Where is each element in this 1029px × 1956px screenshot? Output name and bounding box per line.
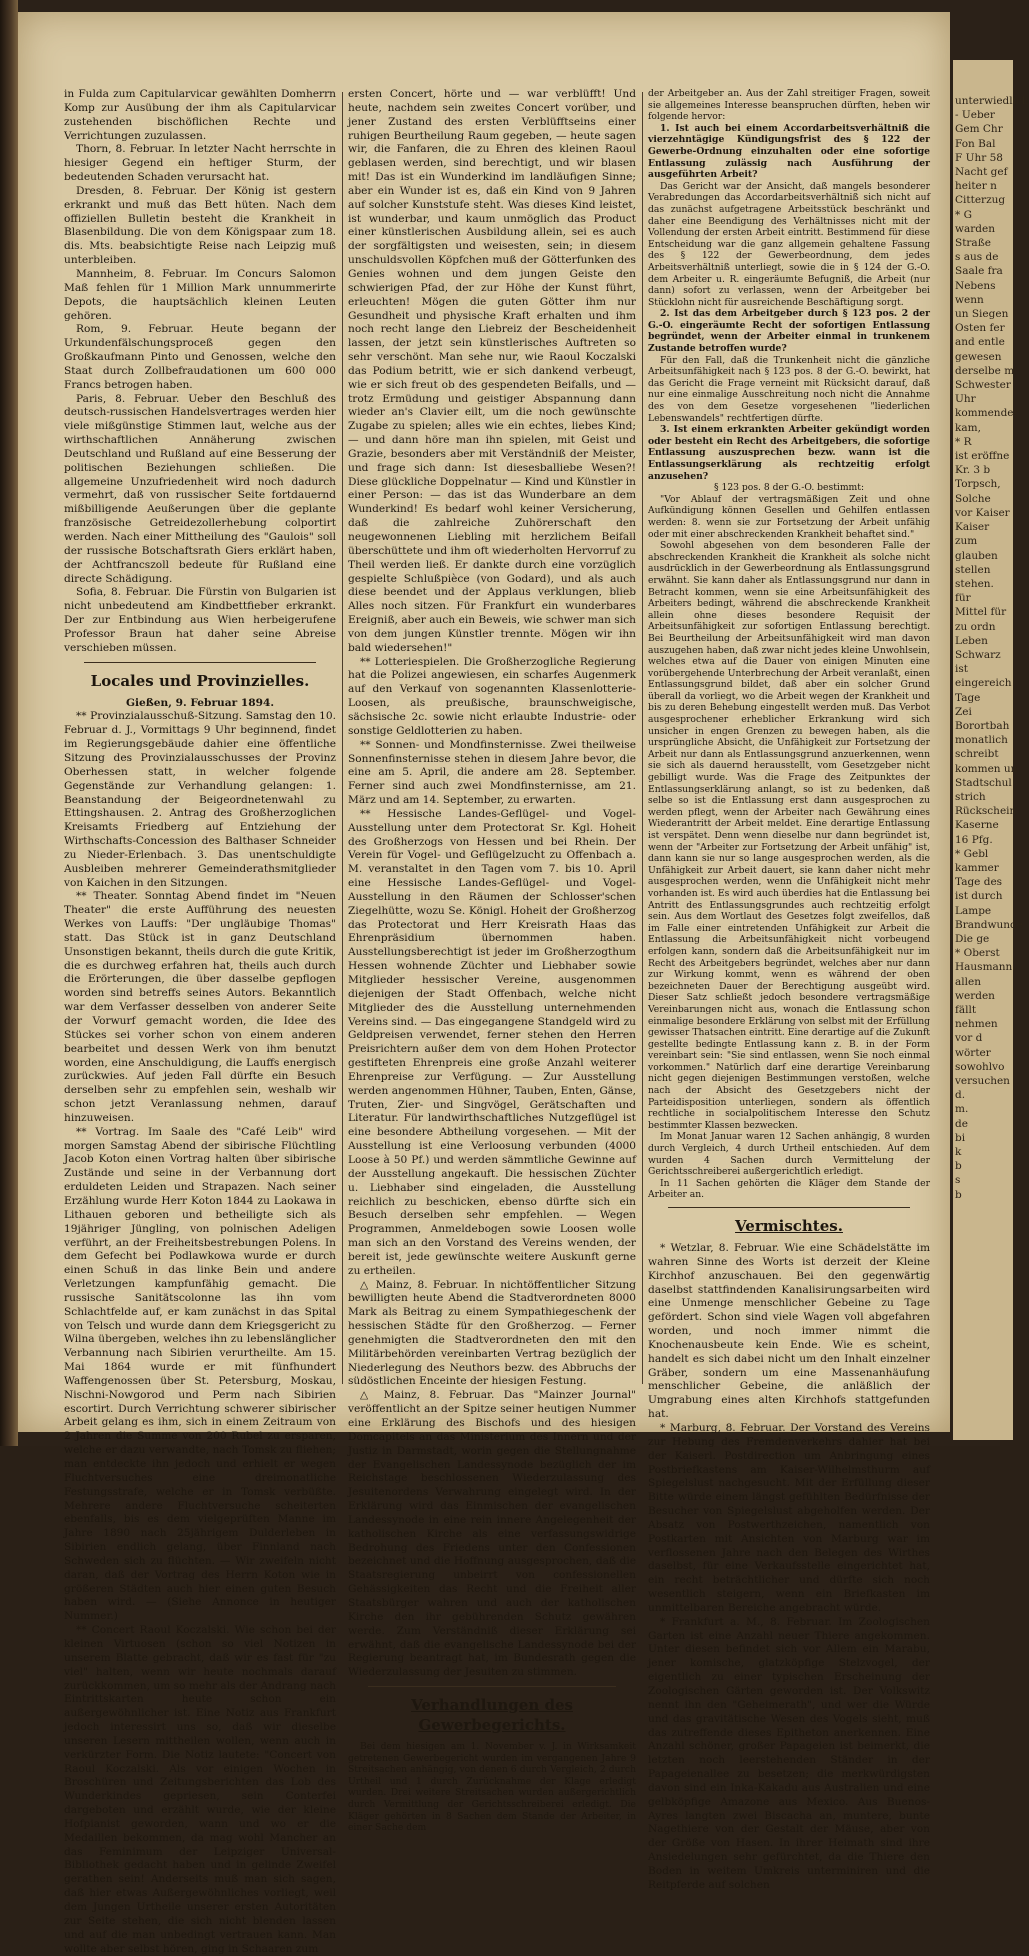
- question-3: 3. Ist einem erkrankten Arbeiter gekündigt worden oder besteht ein Recht des Arbeitgebers, die sofortige Entlassung auszusprechen bezw. wann ist die Entlassungserklärung als rechtzeitig erfolgt anzusehen?: [648, 424, 930, 482]
- article-mainz-1: △ Mainz, 8. Februar. In nichtöffentlicher Sitzung bewilligten heute Abend die Stadtverordneten 8000 Mark als Beitrag zu einem Sympathiegeschenk der hessischen Städte für den Großherzog. — Ferner genehmigten die Stadtverordneten den mit den Militärbehörden vereinbarten Vertrag bezüglich der Niederlegung des Neuthors bezw. des Abbruchs der südöstlichen Enceinte der hiesigen Festung.: [348, 1278, 636, 1388]
- article-concert-continued: ersten Concert, hörte und — war verblüfft! Und heute, nachdem sein zweites Concert vorüber, und jener Zustand des ersten Verblüfftseins einer ruhigen Beurtheilung Raum gegeben, — heute sagen wir, die Fanfaren, die zu Ehren des kleinen Raoul geblasen werden, sind berechtigt, und wir blasen mit! Das ist ein Wunderkind im landläufigen Sinne; aber ein Wunder ist es, daß ein Kind von 9 Jahren auf solcher Kunststufe steht. Was dieses Kind leistet, ist wunderbar, und kaum unmöglich das Product einer künstlerischen Ausbildung allein, sei es auch der sorgfältigsten und weisesten, sein; in diesem unschuldsvollen Köpfchen muß der Götterfunken des Genies wohnen und dem jungen Geiste den schwierigen Pfad, der zur Höhe der Kunst führt, erleuchten! Mögen die guten Götter ihm nur Gesundheit und physische Kraft erhalten und ihm noch recht lange den Liebreiz der Bescheidenheit lassen, der jetzt sein künstlerisches Auftreten so sehr verschönt. Man sehe nur, wie Raoul Koczalski das Podium betritt, wie er sich dankend verbeugt, wie er sich freut ob des gespendeten Beifalls, und — trotz Ermüdung und geistiger Abspannung dann wieder an's Clavier eilt, um die noch gewünschte Zugabe zu spielen; alles wie ein echtes, liebes Kind; — und dann höre man ihn spielen, mit Geist und Grazie, besonders aber mit Verständniß der Meister, und frage sich dann: Ist diesesballiebe Wesen?! Diese glückliche Doppelnatur — Kind und Künstler in einer Person: — das ist das Wunderbare an dem Wunderkind! Es bedarf wohl keiner Versicherung, daß die zahlreiche Zuhörerschaft den neugewonnenen Liebling mit herzlichem Beifall überschüttete und ihm oft wiederholten Hervorruf zu Theil werden ließ. Er dankte durch eine vorzüglich gespielte Schlußpièce (von Godard), und als auch diese beendet und der Applaus verklungen, blieb Alles noch sitzen. Für Frankfurt ein wunderbares Ereigniß, aber auch ein Beweis, wie schwer man sich von dem jungen Künstler trennte. Mögen wir ihn bald wiedersehen!": [348, 88, 636, 654]
- gewerbegericht-continued: der Arbeitgeber an. Aus der Zahl streitiger Fragen, soweit sie allgemeines Interesse beanspruchen dürften, heben wir folgende hervor:: [648, 88, 930, 123]
- section-title-gewerbegericht: Verhandlungen des Gewerbegerichts.: [411, 1696, 573, 1735]
- article-paragraph: in Fulda zum Capitularvicar gewählten Domherrn Komp zur Ausübung der ihm als Capitularvicar zustehenden bischöflichen Rechte und Verrichtungen zuzulassen.: [64, 88, 336, 142]
- section-title-locales: Locales und Provinzielles.: [90, 671, 310, 690]
- adjacent-page-text: unterwiedlich - Ueber Gem Chr Fon Bal F Uhr 58 Nacht gef heiter n Citterzug * G warden Straße s aus de Saale fra Nebens wenn un Siegen Osten fer and entle gewesen derselbe m Schwester Uhr kommender kam, * R ist eröffne Kr. 3 b Torpsch, Solche vor Kaiser Kaiser zum glauben stellen stehen. für Mittel für zu ordn Leben Schwarz ist eingereich Tage Zei Borortbah monatlich schreibt kommen un Stadtschul strich Rückschein Kaserne 16 Pfg. * Gebl kammer Tage des ist durch Lampe Brandwunde Die ge * Oberst Hausmann allen werden fällt nehmen vor d wörter sowohlvo versuchen d. m. de bi k b s b: [955, 95, 1029, 1201]
- article-paris: Paris, 8. Februar. Ueber den Beschluß des deutsch-russischen Handelsvertrages werden hier viele mißgünstige Stimmen laut, welche aus der wirthschaftlichen Annäherung zwischen Deutschland und Rußland auf eine Besserung der politischen Beziehungen schließen. Die allgemeine Unzufriedenheit wird noch dadurch vermehrt, daß von russischer Seite fortdauernd mißbilligende Aeußerungen über die geplante französische Getreidezollerhebung colportirt werden. Nach einer Mittheilung des "Gaulois" soll der russische Botschaftsrath Giers erklärt haben, der Achtfrancszoll bedeute für Rußland eine directe Schädigung.: [64, 392, 336, 585]
- book-binding-edge: [0, 0, 18, 1446]
- article-thorn: Thorn, 8. Februar. In letzter Nacht herrschte in hiesiger Gegend ein heftiger Sturm, der bedeutenden Schaden verursacht hat.: [64, 143, 336, 184]
- statute-quote: "Vor Ablauf der vertragsmäßigen Zeit und ohne Aufkündigung können Gesellen und Gehilfen entlassen werden: 8. wenn sie zur Fortsetzung der Arbeit unfähig oder mit einer abschreckenden Krankheit behaftet sind.": [648, 493, 930, 540]
- answer-3: Sowohl abgesehen von dem besonderen Falle der abschreckenden Krankheit die Krankheit als solche nicht ausdrücklich in der Gewerbeordnung als Entlassungsgrund erwähnt. Sie kann daher als Entlassungsgrund nur dann in Betracht kommen, wenn sie eine Arbeitsunfähigkeit des Arbeiters bedingt, während die abschreckende Krankheit allein ohne dieses besondere Requisit der Arbeitsunfähigkeit zur sofortigen Entlassung berechtigt. Bei Beurtheilung der Arbeitsunfähigkeit wird man davon auszugehen haben, daß zwar nicht jedes kleine Unwohlsein, welches etwa auf die Dauer von einigen Minuten eine vorübergehende Unterbrechung der Arbeit veranlaßt, einen Entlassungsgrund bildet, daß aber ein solcher Grund überall da vorliegt, wo die Arbeit wegen der Krankheit und bis zu deren Behebung eingestellt werden muß. Das Verbot ausgesprochener erheblicher Erkrankung wird sich unsicher in engen Grenzen zu bewegen haben, als die ursprüngliche Absicht, die Unfähigkeit zur Fortsetzung der Arbeit nur dann als Entlassungsgrund anzuerkennen, wenn sie sich als dauernd herausstellt, vom Gesetzgeber nicht gebilligt wurde. Was die Frage des Zeitpunktes der Entlassungserklärung anlangt, so ist zu bedenken, daß selbe so ist die Entlassung erst dann ausgesprochen zu werden pflegt, wenn der Arbeiter nach Gewährung eines Wiederantritt der Arbeit meldet. Eine derartige Entlassung ist verspätet. Denn wenn dieselbe nur dann begründet ist, wenn der "Arbeiter zur Fortsetzung der Arbeit unfähig" ist, dann kann sie nur so lange ausgesprochen werden, als die Unfähigkeit zur Arbeit dauert, sie kann daher nicht mehr ausgesprochen werden, wenn die Unfähigkeit nicht mehr vorhanden ist. Es wird auch überdies hat die Entlassung bei Antritt des Entlassungsgrundes auch rechtzeitig erfolgt sein. Aus dem Wortlaut des Gesetzes folgt zweifellos, daß im Falle einer eintretenden Unfähigkeit zur Arbeit die Entlassung die Arbeitsunfähigkeit nicht vorbeugend erfolgen kann, sondern daß die Arbeitsunfähigkeit nur im Recht des Arbeitgebers begründet, welches aber nur dann zur Wirkung kommt, wenn es während der oben bezeichneten Dauer der Berechtigung ausgeübt wird. Dieser Satz schließt jedoch besondere vertragsmäßige Vereinbarungen nicht aus, wonach die Entlassung schon einmalige besondere Erklärung von selbst mit der Erfüllung gewisser Thatsachen eintritt. Eine derartige auf die Zukunft gestellte bedingte Entlassung kann z. B. in der Form vereinbart sein: "Sie sind entlassen, wenn Sie noch einmal vorkommen." Natürlich darf eine derartige Vereinbarung nicht gegen diejenigen Bestimmungen verstoßen, welche nach der Absicht des Gesetzgebers nicht der Parteidisposition unterliegen, sondern als öffentlich rechtliche in socialpolitischem Interesse den Schutz bestimmter Klassen bezwecken.: [648, 540, 930, 1131]
- article-gefluegel-ausstellung: ** Hessische Landes-Geflügel- und Vogel-Ausstellung unter dem Protectorat Sr. Kgl. Hoheit des Großherzogs von Hessen und bei Rhein. Der Verein für Vogel- und Geflügelzucht zu Offenbach a. M. veranstaltet in den Tagen vom 7. bis 10. April eine Hessische Landes-Geflügel- und Vogel-Ausstellung in den Räumen der Schlosser'schen Ziegelhütte, wozu Se. Königl. Hoheit der Großherzog das Protectorat und Herr Kreisrath Haas das Ehrenpräsidium übernommen haben. Ausstellungsberechtigt ist jeder im Großherzogthum Hessen wohnende Züchter und Liebhaber sowie Mitglieder hessischer Vereine, ausgenommen diejenigen der Stadt Offenbach, welche nicht Mitglieder des die Ausstellung unternehmenden Vereins sind. — Das eingegangene Standgeld wird zu Geldpreisen verwendet, ferner stehen den Herren Preisrichtern außer dem von dem Hohen Protector gestifteten Ehrenpreis eine große Anzahl weiterer Ehrenpreise zur Verfügung. — Zur Ausstellung werden angenommen Hühner, Tauben, Enten, Gänse, Truten, Zier- und Singvögel, Gerätschaften und Literatur. Für landwirthschaftliches Nutzgeflügel ist eine besondere Abtheilung vorgesehen. — Mit der Ausstellung ist eine Verloosung verbunden (4000 Loose à 50 Pf.) und werden sämmtliche Gewinne auf der Ausstellung angekauft. Die hessischen Züchter u. Liebhaber sind eingeladen, die Ausstellung reichlich zu beschicken, ebenso dürfte sich ein Besuch derselben sehr empfehlen. — Wegen Programmen, Anmeldebogen sowie Loosen wolle man sich an den Vorstand des Vereins wenden, der bereit ist, jede gewünschte weitere Auskunft gerne zu ertheilen.: [348, 807, 636, 1277]
- section-divider: [368, 1686, 616, 1687]
- column-rule-1: [342, 92, 343, 1384]
- article-sofia: Sofia, 8. Februar. Die Fürstin von Bulgarien ist nicht unbedeutend am Kindbettfieber erkrankt. Der zur Entbindung aus Wien herbeigerufene Professor Braun hat daher seine Abreise verschieben müssen.: [64, 586, 336, 654]
- plaintiffs-note: In 11 Sachen gehörten die Kläger dem Stande der Arbeiter an.: [648, 1177, 930, 1201]
- statute-reference: § 123 pos. 8 der G.-O. bestimmt:: [713, 482, 865, 494]
- answer-1: Das Gericht war der Ansicht, daß mangels besonderer Verabredungen das Accordarbeitsverhältniß sich nicht auf das zunächst aufgetragene Arbeitsstück beschränkt und daher eine Beendigung des Verhältnisses nicht mit der Vollendung der ersten Arbeit eintritt. Bestimmend für diese Entscheidung war die ganz allgemein gehaltene Fassung des § 122 der Gewerbeordnung, dem jedes Arbeitsverhältniß unterliegt, sowie die in § 124 der G.-O. dem Arbeiter u. R. eingeräumte Befugniß, die Arbeit (nur dann) sofort zu verlassen, wenn der Arbeitgeber bei Stücklohn nicht für ausreichende Beschäftigung sorgt.: [648, 180, 930, 308]
- adjacent-page-edge: [953, 60, 1029, 1440]
- article-vortrag: ** Vortrag. Im Saale des "Café Leib" wird morgen Samstag Abend der sibirische Flüchtling Jacob Koton einen Vortrag halten über sibirische Zustände und seine in der Verbannung dort erduldeten Leiden und Strapazen. Nach seiner Erzählung wurde Herr Koton 1844 zu Laokawa in Lithauen geboren und betheiligte sich als 19jähriger Jüngling, von polnischen Adeligen verführt, an der Freiheitsbestrebungen Polens. In dem Gefecht bei Podlawkowa wurde er durch einen Schuß in das linke Bein und andere Verletzungen kampfunfähig gemacht. Die russische Sanitätscolonne las ihn vom Schlachtfelde auf, er kam zunächst in das Spital von Telsch und wurde dann dem Kriegsgericht zu Wilna übergeben, welches ihn zu lebenslänglicher Verbannung nach Sibirien verurtheilte. Am 15. Mai 1864 wurde er mit fünfhundert Waffengenossen über St. Petersburg, Moskau, Nischni-Nowgorod und Perm nach Sibirien escortirt. Durch Verrichtung schwerer sibirischer Arbeit gelang es ihm, sich in einem Zeitraum von 2 Jahren die Summe von 200 Rubel zu ersparen, welche er dazu verwandte, nach Tomsk zu fliehen; man entdeckte ihn jedoch und erhielt er wegen Fluchtversuches eine dreimonatliche Festungsstrafe, welche er in Tomsk verbüßte. Mehrere andere Fluchtversuche scheiterten ebenfalls, bis es dem vielgeprüften Manne im Jahre 1890 nach 25jährigem Dulderleben in Sibirien endlich gelang, über Finnland nach Schweden sich zu flüchten. — Wir zweifeln nicht daran, daß der Vortrag des Herrn Koton wie in größeren Städten auch hier einen guten Besuch haben wird. — (Siehe Annonce in heutiger Nummer.): [64, 1125, 336, 1623]
- article-theater: ** Theater. Sonntag Abend findet im "Neuen Theater" die erste Aufführung des neuesten Werkes von Lauffs: "Der ungläubige Thomas" statt. Das Stück ist in ganz Deutschland Unsonstigen bekannt, theils durch die gute Kritik, die es durchweg erfahren hat, theils auch durch die Erörterungen, die über dasselbe gepflogen worden sind betreffs seines Autors. Bekanntlich war dem Verfasser desselben von anderer Seite der Vorwurf gemacht worden, die Idee des Stückes sei vorher schon von einem anderen bearbeitet und dessen Werk von ihm benutzt worden, eine Anschuldigung, die Lauffs energisch zurückwies. Auf jeden Fall dürfte ein Besuch derselben sehr zu empfehlen sein, weshalb wir schon jetzt Veranlassung nehmen, darauf hinzuweisen.: [64, 890, 336, 1124]
- article-dresden: Dresden, 8. Februar. Der König ist gestern erkrankt und muß das Bett hüten. Nach dem offiziellen Bulletin besteht die Krankheit in Blasenbildung. Die von dem Königspaar zum 18. dis. Mts. beabsichtigte Reise nach Leipzig muß unterbleiben.: [64, 184, 336, 267]
- article-rom: Rom, 9. Februar. Heute begann der Urkundenfälschungsproceß gegen den Großkaufmann Pinto und Genossen, welche den Staat durch Zollbefraudationen um 600 000 Francs betrogen haben.: [64, 323, 336, 391]
- question-2: 2. Ist das dem Arbeitgeber durch § 123 pos. 2 der G.-O. eingeräumte Recht der sofortigen Entlassung begründet, wenn der Arbeiter einmal in trunkenem Zustande betroffen wurde?: [648, 308, 930, 355]
- dateline: Gießen, 9. Februar 1894.: [125, 696, 275, 709]
- column-3: [648, 88, 930, 1891]
- section-divider: [84, 662, 316, 663]
- article-mainz-2: △ Mainz, 8. Februar. Das "Mainzer Journal" veröffentlicht an der Spitze seiner heutigen Nummer eine Erklärung des Bischofs und des hiesigen Domcapitels an das Ministerium des Innern und der Justiz in Darmstadt, worin gegen die Stellungnahme der Evangelischen Landessynode bezüglich der im Reichstage beschlossenen Wiederzulassung des Jesuitenordens Verwahrung eingelegt wird. In der Erklärung wird das Einmischen der evangelischen Landessynode in eine rein innere Angelegenheit der katholischen Kirche als eine verfassungswidrige Bedrohung des Friedens unter den Confessionen bezeichnet und die Hoffnung ausgesprochen, daß die Staatsregierung unbeirrt von confessionellen Gehässigkeiten das Recht und die Freiheit aller Staatsbürger wahren und auch der katholischen Kirche den ihr gebührenden Schutz gewähren werde. Zum Verständniß dieser Erklärung sei erwähnt, daß die evangelische Landessynode bei der Regierung beantragt hat, im Bundesrath gegen die Wiederzulassung der Jesuiten zu stimmen.: [348, 1389, 636, 1679]
- answer-2: Für den Fall, daß die Trunkenheit nicht die gänzliche Arbeitsunfähigkeit nach § 123 pos. 8 der G.-O. bewirkt, hat das Gericht die Frage verneint mit Rücksicht darauf, daß nur eine einmalige Ausschreitung noch nicht die Annahme des von dem Gesetze vorgesehenen "liederlichen Lebenswandels" rechtfertigen dürfte.: [648, 354, 930, 424]
- column-rule-2: [642, 92, 643, 1384]
- article-mannheim: Mannheim, 8. Februar. Im Concurs Salomon Maß fehlen für 1 Million Mark unnummerirte Depots, die hauptsächlich kleinen Leuten gehören.: [64, 267, 336, 322]
- january-summary: Im Monat Januar waren 12 Sachen anhängig, 8 wurden durch Vergleich, 4 durch Urtheil entschieden. Auf dem wurden 4 Sachen durch Vermittelung der Gerichtsschreiberei außergerichtlich erledigt.: [648, 1131, 930, 1178]
- column-2: [348, 88, 636, 1834]
- question-1: 1. Ist auch bei einem Accordarbeitsverhältniß die vierzehntägige Kündigungsfrist des § 122 der Gewerbe-Ordnung einzuhalten oder eine sofortige Entlassung zulässig nach Ausführung der ausgeführten Arbeit?: [648, 122, 930, 181]
- article-provinzialausschuss: ** Provinzialausschuß-Sitzung. Samstag den 10. Februar d. J., Vormittags 9 Uhr beginnend, findet im Regierungsgebäude dahier eine öffentliche Sitzung des Provinzialausschusses der Provinz Oberhessen statt, in welcher folgende Gegenstände zur Verhandlung gelangen: 1. Beanstandung der Beigeordnetenwahl zu Ettingshausen. 2. Antrag des Großherzoglichen Kreisamts Friedberg auf Entziehung der Wirthschafts-Concession des Balthaser Schneider zu Nieder-Erlenbach. 3. Das unentschuldigte Ausbleiben mehrerer Gemeinderathsmitglieder von Kaichen in den Sitzungen.: [64, 710, 336, 889]
- article-gewerbegericht: Bei dem hiesigen am 1. November v. J. in Wirksamkeit getretenen Gewerbegericht wurden im vergangenen Jahre 9 Streitsachen anhängig, von denen 6 durch Vergleich, 2 durch Urtheil und 1 durch Zurücknahme der Klage erledigt wurden. Drei weitere Streitsachen wurden außergerichtlich durch Vermittlung der Gerichtsschreiberei erledigt. Die Kläger gehörten in 8 Sachen dem Stande der Arbeiter, in einer Sache dem: [348, 1741, 636, 1834]
- article-concert: ** Concert Raoul Koczalski. Wie schon bei der kleinen Virtuosen (schon so viel Notizen in unserem Blatte gebracht, daß wir es fast für "zu viel" halten, wenn wir heute nochmals darauf zurückkommen, um so mehr als der Andrang nach Eintrittskarten heute schon ein außergewöhnlicher ist. Eine Notiz aus Frankfurt jedoch interessirt uns so, daß wir dieselbe unseren Lesern mittheilen wollen, wenn auch in verkürzter Form. Die Notiz lautete: "Concert von Raoul Koczalski. Als vor einigen Wochen in Broschüren und Zeitungsberichten das Lob des Wunderkindes gepriesen, sein Conterfei dargeboten und erzählt wurde, wie der kleine Hofpianist geworden, wann und wo er die Medaillen bekommen, da mag wohl Mancher an das Feminimum der Leipziger Universal-Bibliothek gedacht haben und in gelinde Zweifel gerathen sein! Anderseits muß man sich sagen, daß hier etwas Außergewöhnliches vorliegt, weil dem Jungen Urtheile unserer ersten Autoritäten zur Seite stehen, die sich nicht blenden lassen und auf die man unbedingt vertrauen kann. Man wollte aber selbst hören, ging in Schaaren zum: [64, 1624, 336, 1955]
- section-title-vermischtes: Vermischtes.: [735, 1217, 843, 1235]
- article-wetzlar: * Wetzlar, 8. Februar. Wie eine Schädelstätte im wahren Sinne des Worts ist derzeit der Kleine Kirchhof anzuschauen. Bei den gegenwärtig daselbst stattfindenden Kanalisirungsarbeiten wird eine Unmenge menschlicher Gebeine zu Tage gefördert. Schon sind viele Wagen voll abgefahren worden, und noch immer nimmt die Knochenausbeute kein Ende. Wie es scheint, handelt es sich dabei nicht um den Inhalt einzelner Gräber, sondern um eine Massenanhäufung menschlicher Gebeine, die anläßlich der Umgrabung eines alten Kirchhofs stattgefunden hat.: [648, 1242, 930, 1421]
- article-marburg: * Marburg, 8. Februar. Der Vorstand des Vereins zur Hebung des Fremdenverkehrs dahier hat bei der Kaiserl. Postdirection um Anbringung eines Postbriefkastens am Kaiser-Wilhelmsthurm auf Spiegelslust nachgesucht. Mit der Erfüllung dieser Bitte würde einem längst gefühlten Bedürfnisse der Besucher von Spiegelslust abgeholfen werden. Der Absatz von Postwerthzeichen, namentlich von Postkarten mit Ansichten von Marburg war im verflossenen Jahre nach den Belegen des Wirthes daselbst, für eine Verkaufsstelle eingerichtet hat, ein recht beträchtlicher und dürfte sich noch wesentlich steigern, wenn ein Briefkasten im unmittelbaren Bereiche angebracht würde.: [648, 1421, 930, 1614]
- column-1: [64, 88, 336, 1955]
- article-finsternisse: ** Sonnen- und Mondfinsternisse. Zwei theilweise Sonnenfinsternisse stehen in diesem Jahre bevor, die eine am 5. April, die andere am 28. September. Ferner sind auch zwei Mondfinsternisse, am 21. März und am 14. September, zu erwarten.: [348, 738, 636, 807]
- article-frankfurt: * Frankfurt a. M., 8. Februar. Im Zoologischen Garten ist eine Anzahl neuer Thiere angekommen. Unter diesen befindet sich vor Allem ein Marabu, jener komische, glatzköpfige Stelzvogel, der eigentlich zu einer typischen Erscheinung der Zoologischen Gärten geworden ist. Der Volkswitz nennt ihn den "Geheimerath", und wer die Würde und das gravitätische Wesen des Vogels sieht, muß das zutreffende dieses Epitheton anerkennen. Eine Anzahl schöner, großer Papageien ist beimerkt, die letzten noch leerstehenden Ständer in der Papageienallee zu besetzen; die merkwürdigsten davon sind ein Inka-Kakadu aus Australien und eine gelbköpfige Amazone aus Mexico. Aus Buenos-Ayres langten zwei Biscacha an, muntere, bunte Nagethiere von der Gestalt der Mäuse, aber von der Größe von Hasen. In ihrer Heimath sind ihre Ansiedelungen sehr gefürchtet, da die Thiere den Boden in weitem Umkreis unterminiren und die Reitpferde auf solchen: [648, 1615, 930, 1891]
- section-divider: [668, 1207, 910, 1208]
- article-lotteriespielen: ** Lotteriespielen. Die Großherzogliche Regierung hat die Polizei angewiesen, ein scharfes Augenmerk auf den Verkauf von sogenannten Klassenlotterie-Loosen, als preußische, braunschweigische, sächsische 2c. sowie nicht erlaubte Industrie- oder sonstige Geldlotterien zu haben.: [348, 655, 636, 737]
